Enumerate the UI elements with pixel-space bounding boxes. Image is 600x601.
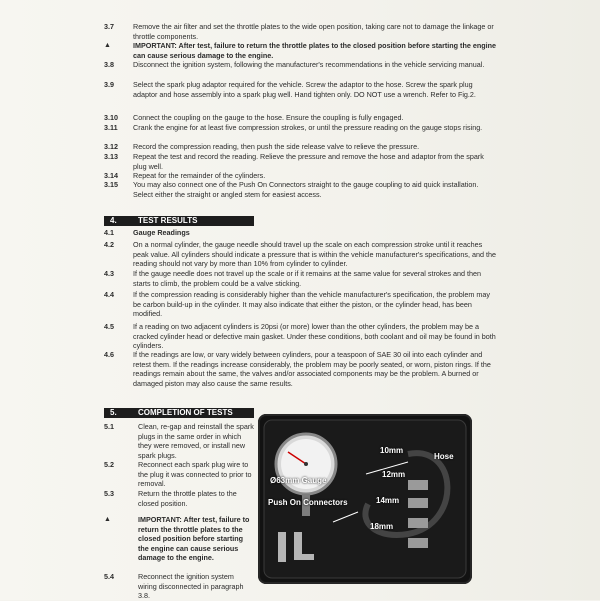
- step-text: IMPORTANT: After test, failure to return the throttle plates to the closed position before starting the engine can cause serious damage to the engine.: [138, 515, 250, 563]
- label-14mm: 14mm: [376, 496, 400, 505]
- step-warning: [104, 41, 496, 60]
- step-text: If a reading on two adjacent cylinders is 20psi (or more) lower than the other cylinders, the problem may be a cracked cylinder head or defective main gasket. Under these conditions, both coolant and oil may be found in both cylinders.: [133, 322, 496, 351]
- step-number: 3.15: [104, 180, 118, 189]
- connector-straight: [278, 532, 286, 562]
- section-title: TEST RESULTS: [138, 216, 198, 225]
- step-4-2: [104, 240, 496, 269]
- step-text: Repeat the test and record the reading. Relieve the pressure and remove the hose and adaptor from the spark plug well.: [133, 152, 484, 171]
- step-3-9: [104, 80, 496, 99]
- step-4-4: [104, 290, 496, 319]
- step-5-2: [104, 460, 254, 489]
- step-number: 3.10: [104, 113, 118, 122]
- step-text: If the compression reading is considerably higher than the vehicle manufacturer's specification, the problem may be carbon build-up in the cylinder. It may also indicate that either the piston, or the cylinder head, has been modified.: [133, 290, 490, 319]
- step-text: Record the compression reading, then push the side release valve to relieve the pressure.: [133, 142, 420, 151]
- step-4-6: [104, 350, 496, 388]
- section-header-completion: [104, 408, 254, 418]
- step-3-12: [104, 142, 496, 152]
- step-number: 3.9: [104, 80, 114, 89]
- step-text: IMPORTANT: After test, failure to return the throttle plates to the closed position before starting the engine can cause serious damage to the engine.: [133, 41, 496, 60]
- kit-photo: [258, 414, 472, 584]
- step-text: Select the spark plug adaptor required for the vehicle. Screw the adaptor to the hose. Screw the spark plug adaptor and hose assembly into a spark plug well. Hand tighten only. DO NOT use a wrench. Refer to Fig.2.: [133, 80, 476, 99]
- step-5-1: [104, 422, 254, 460]
- step-4-1: [104, 228, 496, 238]
- step-3-10: [104, 113, 496, 123]
- step-5-4: [104, 572, 254, 601]
- step-text: Remove the air filter and set the throttle plates to the wide open position, taking care not to damage the linkage or throttle components.: [133, 22, 494, 41]
- step-5-3: [104, 489, 254, 508]
- step-number: 4.5: [104, 322, 114, 331]
- label-18mm: 18mm: [370, 522, 394, 531]
- step-number: 3.8: [104, 60, 114, 69]
- label-hose: Hose: [434, 452, 454, 461]
- step-number: 5.3: [104, 489, 114, 498]
- step-number: 4.6: [104, 350, 114, 359]
- step-text: You may also connect one of the Push On Connectors straight to the gauge coupling to aid quick installation. Select either the straight or angled stem for easiest access.: [133, 180, 479, 199]
- step-text: Clean, re-gap and reinstall the spark plugs in the same order in which they were removed, or install new spark plugs.: [138, 422, 254, 460]
- step-3-13: [104, 152, 496, 171]
- step-number: 5.1: [104, 422, 114, 431]
- step-number: 4.3: [104, 269, 114, 278]
- step-3-11: [104, 123, 496, 133]
- step-number: 4.1: [104, 228, 114, 237]
- step-warning: [104, 515, 254, 563]
- step-3-15: [104, 180, 496, 199]
- step-text: Reconnect the ignition system wiring disconnected in paragraph 3.8.: [138, 572, 244, 601]
- label-push-on-connectors: Push On Connectors: [268, 498, 348, 507]
- step-text: Reconnect each spark plug wire to the plug it was connected to prior to removal.: [138, 460, 252, 489]
- step-number: 3.14: [104, 171, 118, 180]
- step-text: Return the throttle plates to the closed position.: [138, 489, 237, 508]
- step-text: Disconnect the ignition system, following the manufacturer's recommendations in the vehicle servicing manual.: [133, 60, 485, 69]
- step-number: 5.4: [104, 572, 114, 581]
- adaptor-18mm: [408, 538, 428, 548]
- step-number: 3.7: [104, 22, 114, 31]
- adaptor-12mm: [408, 498, 428, 508]
- step-number: 3.13: [104, 152, 118, 161]
- step-text: On a normal cylinder, the gauge needle should travel up the scale on each compression stroke until it reaches peak value. All cylinders should indicate a pressure that is within the vehicle manufacturer's specifications, and the reading should not vary by more than 10% from cylinder to cylinder.: [133, 240, 496, 269]
- step-3-7: [104, 22, 496, 41]
- step-number: 4.4: [104, 290, 114, 299]
- step-text: If the readings are low, or vary widely between cylinders, pour a teaspoon of SAE 30 oil into each cylinder and retest them. If the readings increase considerably, the problem may be poorly seated, or worn, piston rings. If the readings remain about the same, the valves and/or associated components may be the problem. A burned or damaged piston may also cause the same results.: [133, 350, 491, 388]
- warning-icon: ▲: [104, 42, 111, 49]
- section-header-test-results: [104, 216, 254, 226]
- section-number: 5.: [110, 408, 117, 417]
- step-4-5: [104, 322, 496, 351]
- label-gauge: Ø63mm Gauge: [270, 476, 327, 485]
- step-3-8: [104, 60, 496, 70]
- step-number: 5.2: [104, 460, 114, 469]
- section-title: COMPLETION OF TESTS: [138, 408, 233, 417]
- step-4-3: [104, 269, 496, 288]
- adaptor-10mm: [408, 480, 428, 490]
- section-number: 4.: [110, 216, 117, 225]
- step-text: Crank the engine for at least five compression strokes, or until the pressure reading on the gauge stops rising.: [133, 123, 483, 132]
- label-10mm: 10mm: [380, 446, 404, 455]
- step-text: Repeat for the remainder of the cylinders.: [133, 171, 266, 180]
- connector-angled: [294, 532, 302, 556]
- step-text: If the gauge needle does not travel up the scale or if it remains at the same value for several strokes and then starts to climb, the problem could be a valve sticking.: [133, 269, 481, 288]
- step-text: Gauge Readings: [133, 228, 190, 237]
- step-number: 4.2: [104, 240, 114, 249]
- adaptor-14mm: [408, 518, 428, 528]
- step-number: 3.12: [104, 142, 118, 151]
- step-number: 3.11: [104, 123, 118, 132]
- warning-icon: ▲: [104, 516, 111, 523]
- label-12mm: 12mm: [382, 470, 406, 479]
- step-text: Connect the coupling on the gauge to the hose. Ensure the coupling is fully engaged.: [133, 113, 404, 122]
